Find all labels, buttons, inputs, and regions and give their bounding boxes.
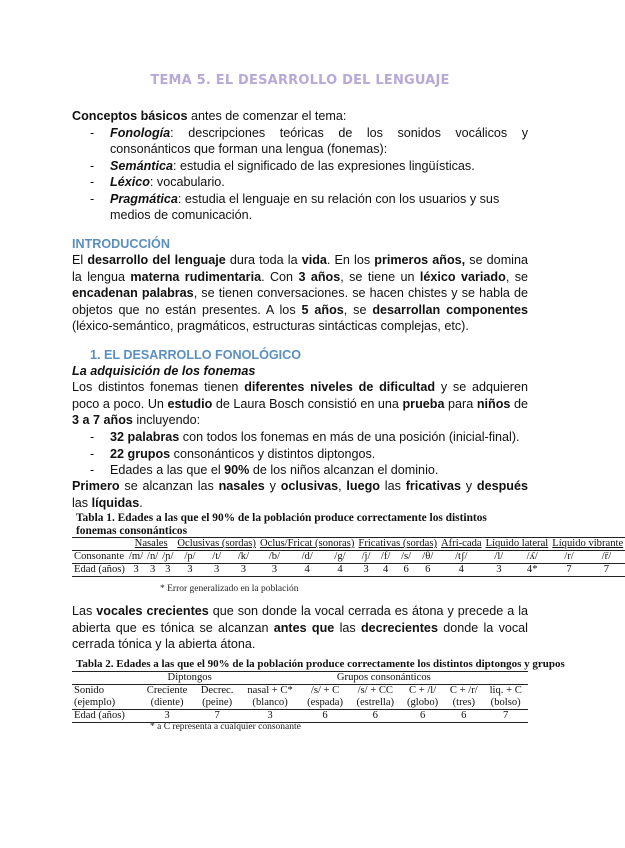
table-cell: Oclusivas (sordas) (177, 538, 256, 549)
table-cell: (diente) (150, 697, 184, 708)
section-paragraph: Los distintos fonemas tienen diferentes niveles de dificultad y se adquieren poco a poco. Un estudio de Laura Bosch consistió en una prueba para niños de 3 a 7 años incluyendo: (72, 380, 528, 427)
table-cell: Líquido lateral (485, 538, 549, 549)
table-cell: /r/ (550, 551, 587, 564)
table-row (72, 564, 625, 577)
table-cell: /k/ (229, 551, 258, 564)
order-paragraph: Primero se alcanzan las nasales y oclusivas, luego las fricativas y después las líquidas. (72, 479, 528, 510)
table-cell: (globo) (406, 697, 439, 708)
table-cell: Decrec. (195, 685, 240, 698)
table-cell: Afri-cada (440, 538, 482, 549)
table-cell: /p/ (175, 551, 204, 564)
table-cell: Creciente (140, 685, 195, 698)
table-cell: 6 (350, 710, 401, 723)
table-cell: 4 (324, 564, 357, 577)
table-row (72, 551, 625, 564)
table-cell: C + /l/ (401, 685, 444, 698)
list-item: - 32 palabras con todos los fonemas en más de una posición (inicial-final). (90, 429, 528, 446)
table2-footnote: * a C representa a cualquier consonante (150, 722, 301, 732)
table-cell: /g/ (324, 551, 357, 564)
table-cell: /l/ (484, 551, 515, 564)
table-cell: /s/ + C (301, 685, 350, 698)
list-item: - Edades a las que el 90% de los niños alcanzan el dominio. (90, 462, 528, 479)
table-cell (72, 672, 140, 685)
table-cell: Diptongos (140, 672, 240, 685)
table-row (72, 710, 528, 723)
table-row (72, 672, 528, 685)
table-cell: /t/ (204, 551, 229, 564)
table-cell: /ɲ/ (162, 551, 174, 562)
table-cell: 6 (417, 564, 439, 577)
table1-footnote: * Error generalizado en la población (160, 584, 299, 594)
table-cell: Sonido (72, 685, 140, 698)
table-cell: Fricativas (sordas) (358, 538, 437, 549)
table-cell: /n/ (147, 551, 159, 562)
table-cell: /r̄/ (588, 551, 625, 564)
table2 (72, 671, 528, 723)
table-cell: 6 (444, 710, 483, 723)
table-cell: /ʎ/ (514, 551, 550, 564)
list-item: - Pragmática: estudia el lenguaje en su relación con los usuarios y sus medios de comunicación. (90, 191, 528, 224)
table-cell: /tʃ/ (439, 551, 484, 564)
table-cell: 7 (550, 564, 587, 577)
table-cell: C + /r/ (444, 685, 483, 698)
table-cell: 3 (127, 564, 145, 577)
table-cell: /d/ (291, 551, 324, 564)
table-cell: (peine) (202, 697, 233, 708)
table-row (72, 538, 625, 551)
table-cell: 3 (160, 564, 175, 577)
table-cell: /m/ (128, 551, 144, 562)
bullet-list (90, 429, 528, 479)
table-cell: (ejemplo) (74, 697, 116, 708)
table-cell: Líquido vibrante (552, 538, 624, 549)
table-cell: Grupos consonánticos (240, 672, 528, 685)
table1-caption: Tabla 1. Edades a las que el 90% de la población produce correctamente los distintos fonemas consonánticos (76, 512, 487, 537)
table-cell: 7 (195, 710, 240, 723)
table-cell: liq. + C (483, 685, 528, 698)
table-cell: 6 (401, 710, 444, 723)
list-item: - Semántica: estudia el significado de las expresiones lingüísticas. (90, 158, 528, 175)
table-cell: nasal + C* (240, 685, 301, 698)
section-subheading: La adquisición de los fonemas (72, 364, 256, 378)
table-cell: 7 (483, 710, 528, 723)
table-cell: /s/ + CC (350, 685, 401, 698)
table-cell: 4 (291, 564, 324, 577)
table-cell (72, 538, 127, 551)
concepts-intro: Conceptos básicos antes de comenzar el tema: (72, 109, 347, 123)
table2-caption: Tabla 2. Edades a las que el 90% de la población produce correctamente los distintos diptongos y grupos (76, 658, 565, 670)
table-cell: 3 (145, 564, 160, 577)
table-cell: /b/ (258, 551, 291, 564)
list-item: - Léxico: vocabulario. (90, 174, 528, 191)
table-cell: 3 (484, 564, 515, 577)
table-cell: 3 (258, 564, 291, 577)
table-cell: /j/ (356, 551, 375, 564)
table-cell: 6 (396, 564, 417, 577)
table-cell: Nasales (127, 538, 176, 551)
table-cell: (tres) (452, 697, 475, 708)
table-cell: 3 (240, 710, 301, 723)
table-cell: 4* (514, 564, 550, 577)
section-heading: 1. EL DESARROLLO FONOLÓGICO (90, 348, 302, 362)
table-cell: 3 (175, 564, 204, 577)
concepts-block (72, 108, 528, 224)
table-cell: Edad (años) (74, 564, 125, 575)
table-cell: Consonante (72, 551, 127, 564)
table1 (72, 537, 625, 577)
table-cell: /θ/ (417, 551, 439, 564)
table-cell: 3 (356, 564, 375, 577)
table-cell: 6 (301, 710, 350, 723)
table-cell: Oclus/Fricat (sonoras) (259, 538, 355, 549)
table-cell: Edad (años) (72, 710, 140, 723)
table-cell: 3 (229, 564, 258, 577)
table-cell: 3 (140, 710, 195, 723)
table-cell: 3 (204, 564, 229, 577)
table-row (72, 685, 528, 698)
table-cell: (blanco) (252, 697, 288, 708)
table-row (72, 697, 528, 710)
vowels-paragraph: Las vocales crecientes que son donde la vocal cerrada es átona y precede a la abierta que es tónica se alcanzan antes que las decrecientes donde la vocal cerrada tónica y la abierta átona. (72, 604, 528, 651)
concepts-list (90, 125, 528, 224)
table-cell: (bolso) (490, 697, 521, 708)
table-cell: /s/ (396, 551, 417, 564)
table-cell: 7 (588, 564, 625, 577)
table-cell: /f/ (376, 551, 396, 564)
table-cell: (estrella) (356, 697, 395, 708)
page-title: TEMA 5. EL DESARROLLO DEL LENGUAJE (150, 73, 450, 88)
intro-paragraph: El desarrollo del lenguaje dura toda la vida. En los primeros años, se domina la lengua materna rudimentaria. Con 3 años, se tiene un léxico variado, se encadenan palabras, se tienen conversaciones. se hacen chistes y se habla de objetos que no están presentes. A los 5 años, se desarrollan componentes (léxico-semántico, pragmáticos, estructuras sintácticas complejas, etc). (72, 253, 529, 333)
intro-heading: INTRODUCCIÓN (72, 237, 170, 251)
table-cell: 4 (376, 564, 396, 577)
list-item: - 22 grupos consonánticos y distintos diptongos. (90, 446, 528, 463)
table-cell: 4 (439, 564, 484, 577)
section-bullets (90, 429, 528, 479)
table-cell: (espada) (307, 697, 343, 708)
list-item: - Fonología: descripciones teóricas de los sonidos vocálicos y consonánticos que forman una lengua (fonemas): (90, 125, 528, 158)
